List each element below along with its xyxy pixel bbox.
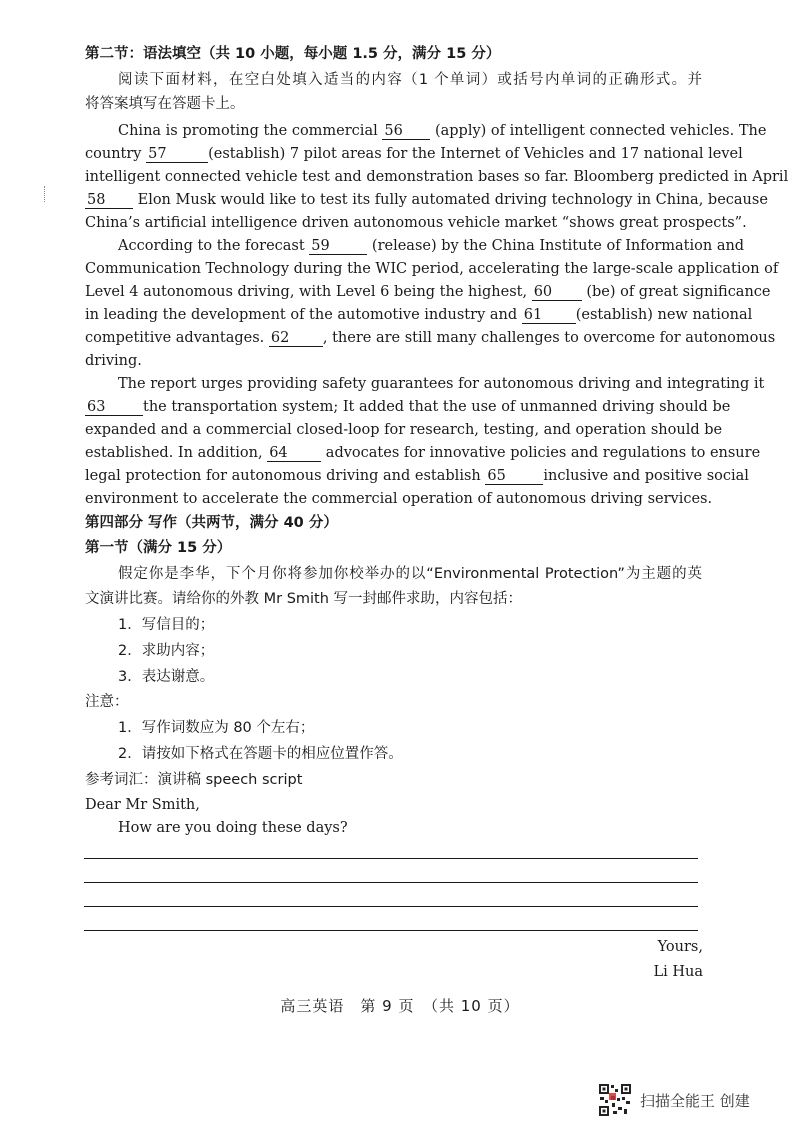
requirement-item: 1．写信目的； — [118, 617, 215, 633]
blank-62[interactable]: 62 — [269, 330, 323, 347]
blank-56[interactable]: 56 — [382, 123, 430, 140]
letter-closing: Yours, — [657, 939, 703, 955]
passage-line: China is promoting the commercial 56 (apply) of intelligent connected vehicles. The — [118, 123, 767, 139]
passage-line: driving. — [85, 353, 142, 369]
blank-60[interactable]: 60 — [532, 284, 582, 301]
vocab-hint: 参考词汇：演讲稿 speech script — [85, 772, 303, 788]
blank-57[interactable]: 57 — [146, 146, 208, 163]
letter-signature: Li Hua — [653, 964, 703, 980]
passage-line: According to the forecast 59 (release) by the China Institute of Information and — [118, 238, 745, 254]
passage-line: Communication Technology during the WIC period, accelerating the large-scale application of — [85, 261, 779, 277]
passage-line: 58 Elon Musk would like to test its fully automated driving technology in China, because — [87, 192, 768, 208]
answer-line[interactable] — [84, 882, 698, 883]
scanner-label: 扫描全能王 创建 — [640, 1091, 750, 1110]
part4-section1-title: 第一节（满分 15 分） — [85, 540, 232, 556]
blank-61[interactable]: 61 — [522, 307, 576, 324]
writing-prompt-cont: 文演讲比赛。请给你的外教 Mr Smith 写一封邮件求助，内容包括： — [85, 591, 523, 607]
answer-line[interactable] — [84, 906, 698, 907]
section2-instruction: 阅读下面材料，在空白处填入适当的内容（1 个单词）或括号内单词的正确形式。并 — [118, 72, 702, 88]
page-footer: 高三英语 第 9 页 （共 10 页） — [280, 997, 520, 1015]
blank-64[interactable]: 64 — [267, 445, 321, 462]
requirement-item: 2．求助内容； — [118, 643, 215, 659]
letter-salutation: Dear Mr Smith, — [85, 797, 200, 813]
passage-line: Level 4 autonomous driving, with Level 6 being the highest, 60 (be) of great significance — [85, 284, 771, 300]
scanner-watermark — [598, 1083, 750, 1117]
qr-code-icon — [598, 1083, 632, 1117]
passage-line: expanded and a commercial closed-loop for research, testing, and operation should be — [85, 422, 723, 438]
note-label: 注意： — [85, 694, 129, 710]
blank-59[interactable]: 59 — [309, 238, 367, 255]
answer-line[interactable] — [84, 858, 698, 859]
margin-mark — [44, 186, 47, 202]
answer-line[interactable] — [84, 930, 698, 931]
passage-line: China’s artificial intelligence driven autonomous vehicle market “shows great prospects”. — [85, 215, 747, 231]
passage-line: competitive advantages. 62 , there are still many challenges to overcome for autonomous — [85, 330, 776, 346]
passage-line: environment to accelerate the commercial operation of autonomous driving services. — [85, 491, 713, 507]
blank-65[interactable]: 65 — [485, 468, 543, 485]
note-item: 1．写作词数应为 80 个左右； — [118, 720, 315, 736]
section2-instruction-cont: 将答案填写在答题卡上。 — [85, 96, 245, 112]
blank-63[interactable]: 63 — [85, 399, 143, 416]
passage-line: The report urges providing safety guarantees for autonomous driving and integrating it — [118, 376, 765, 392]
passage-line: intelligent connected vehicle test and demonstration bases so far. Bloomberg predicted in April — [85, 169, 789, 185]
passage-line: in leading the development of the automotive industry and 61 (establish) new national — [85, 307, 753, 323]
passage-line: country 57 (establish) 7 pilot areas for the Internet of Vehicles and 17 national level — [85, 146, 743, 162]
writing-prompt: 假定你是李华，下个月你将参加你校举办的以“Environmental Protection”为主题的英 — [118, 566, 702, 582]
passage-line: established. In addition, 64 advocates for innovative policies and regulations to ensure — [85, 445, 761, 461]
passage-line: 63 the transportation system; It added that the use of unmanned driving should be — [87, 399, 731, 415]
note-item: 2．请按如下格式在答题卡的相应位置作答。 — [118, 746, 403, 762]
blank-58[interactable]: 58 — [85, 192, 133, 209]
letter-opening: How are you doing these days? — [118, 820, 348, 836]
section2-title: 第二节：语法填空（共 10 小题，每小题 1.5 分，满分 15 分） — [85, 46, 501, 62]
requirement-item: 3．表达谢意。 — [118, 669, 215, 685]
part4-title: 第四部分 写作（共两节，满分 40 分） — [85, 515, 338, 531]
passage-line: legal protection for autonomous driving and establish 65 inclusive and positive social — [85, 468, 749, 484]
